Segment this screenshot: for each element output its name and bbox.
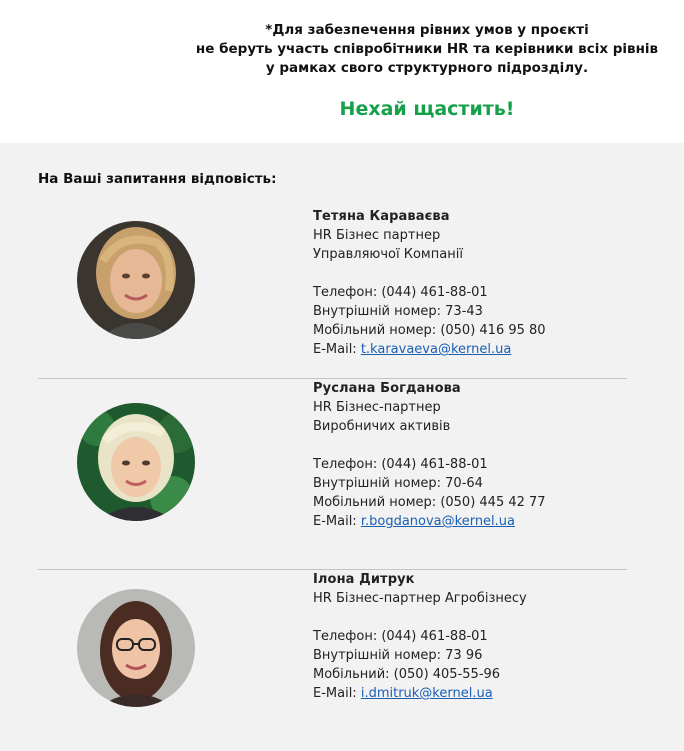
contact-role: HR Бізнес-партнер Агробізнесу [313, 591, 527, 606]
contact-name: Ілона Дитрук [313, 572, 415, 587]
contact-email-row [313, 340, 546, 359]
contact-role: HR Бізнес партнер [313, 228, 441, 243]
contact-card [313, 570, 527, 703]
contacts-heading: На Ваші запитання відповість: [38, 171, 277, 187]
contact-mobile: Мобільний номер: (050) 416 95 80 [313, 323, 546, 338]
contact-mobile: Мобільний: (050) 405-55-96 [313, 667, 501, 682]
contact-phone: Телефон: (044) 461-88-01 [313, 285, 488, 300]
contact-phone: Телефон: (044) 461-88-01 [313, 457, 488, 472]
email-label: E-Mail: [313, 514, 361, 529]
contact-role: HR Бізнес-партнер [313, 400, 441, 415]
avatar-photo [77, 403, 195, 521]
contact-email-row [313, 512, 546, 531]
notice-header [0, 0, 684, 143]
contact-department: Виробничих активів [313, 419, 451, 434]
avatar-photo [77, 221, 195, 339]
email-link[interactable]: t.karavaeva@kernel.ua [360, 342, 512, 357]
contact-email-row [313, 684, 527, 703]
email-link[interactable]: r.bogdanova@kernel.ua [360, 514, 516, 529]
notice-line-1: *Для забезпечення рівних умов у проєкті [265, 22, 589, 38]
email-label: E-Mail: [313, 686, 361, 701]
notice-line-3: у рамках свого структурного підрозділу. [265, 60, 589, 76]
notice-line-2: не беруть участь співробітники HR та керівники всіх рівнів [195, 41, 659, 57]
contact-mobile: Мобільний номер: (050) 445 42 77 [313, 495, 546, 510]
contact-phone: Телефон: (044) 461-88-01 [313, 629, 488, 644]
contacts-panel [0, 143, 684, 751]
contact-internal-number: Внутрішній номер: 73-43 [313, 304, 483, 319]
avatar-photo [77, 589, 195, 707]
contact-internal-number: Внутрішній номер: 73 96 [313, 648, 483, 663]
contact-card [313, 379, 546, 531]
contact-department: Управляючої Компанії [313, 247, 463, 262]
contact-internal-number: Внутрішній номер: 70-64 [313, 476, 483, 491]
contact-name: Тетяна Караваєва [313, 209, 450, 224]
contact-card [313, 207, 546, 359]
good-luck-title: Нехай щастить! [339, 98, 515, 120]
email-label: E-Mail: [313, 342, 361, 357]
notice-text [190, 21, 664, 78]
email-link[interactable]: i.dmitruk@kernel.ua [360, 686, 493, 701]
contact-name: Руслана Богданова [313, 381, 461, 396]
